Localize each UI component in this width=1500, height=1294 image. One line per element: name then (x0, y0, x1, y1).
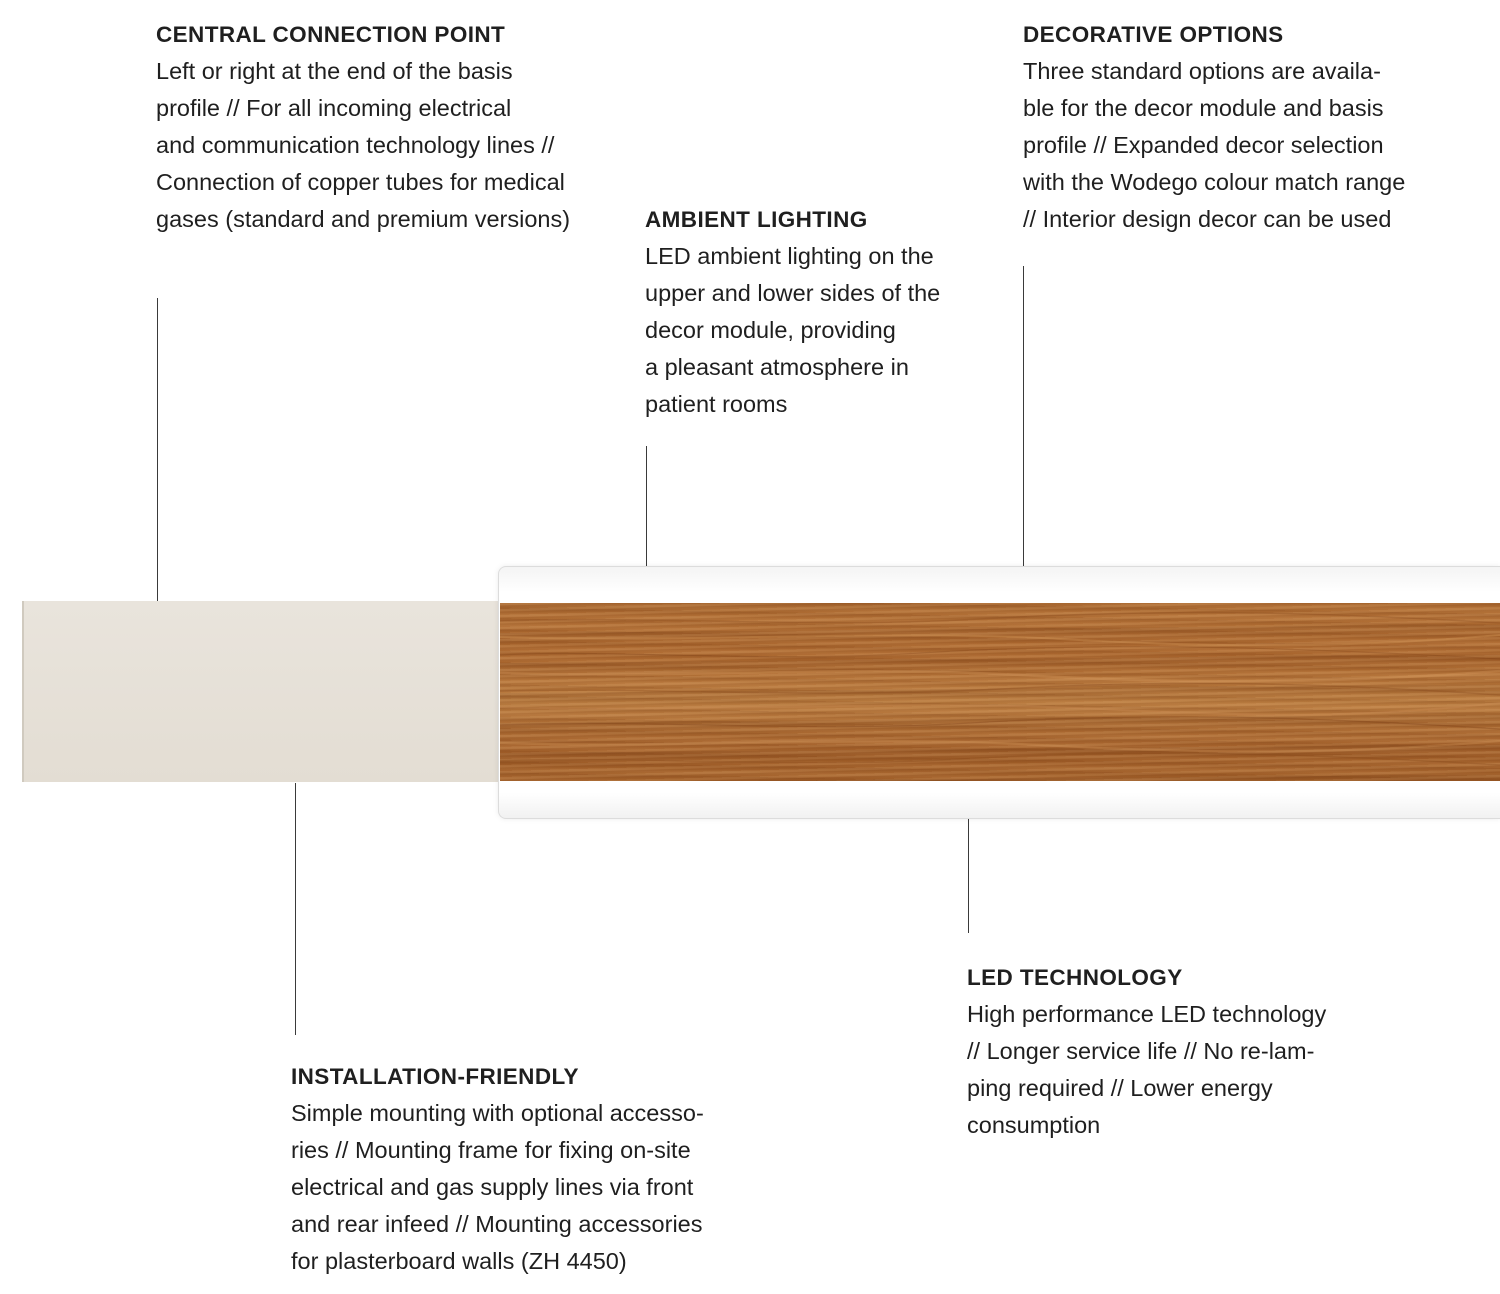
leader-line-led-technology (968, 806, 969, 933)
callout-text-line: for plasterboard walls (ZH 4450) (291, 1248, 627, 1274)
callout-text-line: profile // For all incoming electrical (156, 95, 512, 121)
callout-text-line: // Interior design decor can be used (1023, 206, 1392, 232)
basis-profile (22, 601, 500, 782)
callout-text-line: with the Wodego colour match range (1023, 169, 1406, 195)
callout-text-line: a pleasant atmosphere in (645, 354, 909, 380)
callout-text-line: // Longer service life // No re-lam- (967, 1038, 1315, 1064)
wood-grain (500, 603, 1500, 781)
callout-text-line: ries // Mounting frame for fixing on-site (291, 1137, 691, 1163)
callout-title: INSTALLATION-FRIENDLY (291, 1064, 579, 1089)
callout-text-line: upper and lower sides of the (645, 280, 941, 306)
callout-text-line: ping required // Lower energy (967, 1075, 1273, 1101)
callout-text-line: and communication technology lines // (156, 132, 555, 158)
callout-title: DECORATIVE OPTIONS (1023, 22, 1284, 47)
callout-title: AMBIENT LIGHTING (645, 207, 868, 232)
callout-text-line: Left or right at the end of the basis (156, 58, 513, 84)
callout-text-line: and rear infeed // Mounting accessories (291, 1211, 703, 1237)
callout-ambient-lighting (645, 201, 940, 423)
callout-text-line: Connection of copper tubes for medical (156, 169, 565, 195)
callout-title: CENTRAL CONNECTION POINT (156, 22, 506, 47)
callout-text-line: Simple mounting with optional accesso- (291, 1100, 704, 1126)
callout-title: LED TECHNOLOGY (967, 965, 1183, 990)
callout-text-line: patient rooms (645, 391, 788, 417)
callout-installation-friendly (291, 1058, 704, 1280)
callout-led-technology (967, 959, 1326, 1144)
callout-text-line: High performance LED technology (967, 1001, 1327, 1027)
callout-text-line: ble for the decor module and basis (1023, 95, 1384, 121)
callout-text-line: LED ambient lighting on the (645, 243, 934, 269)
callout-decorative-options (1023, 16, 1405, 238)
callout-text-line: gases (standard and premium versions) (156, 206, 571, 232)
callout-text-line: electrical and gas supply lines via front (291, 1174, 694, 1200)
callout-text-line: profile // Expanded decor selection (1023, 132, 1384, 158)
callout-central-connection (156, 16, 570, 238)
callout-text-line: consumption (967, 1112, 1101, 1138)
callout-text-line: Three standard options are availa- (1023, 58, 1381, 84)
callout-text-line: decor module, providing (645, 317, 896, 343)
leader-line-ambient-lighting (646, 446, 647, 577)
leader-line-installation-friendly (295, 783, 296, 1035)
